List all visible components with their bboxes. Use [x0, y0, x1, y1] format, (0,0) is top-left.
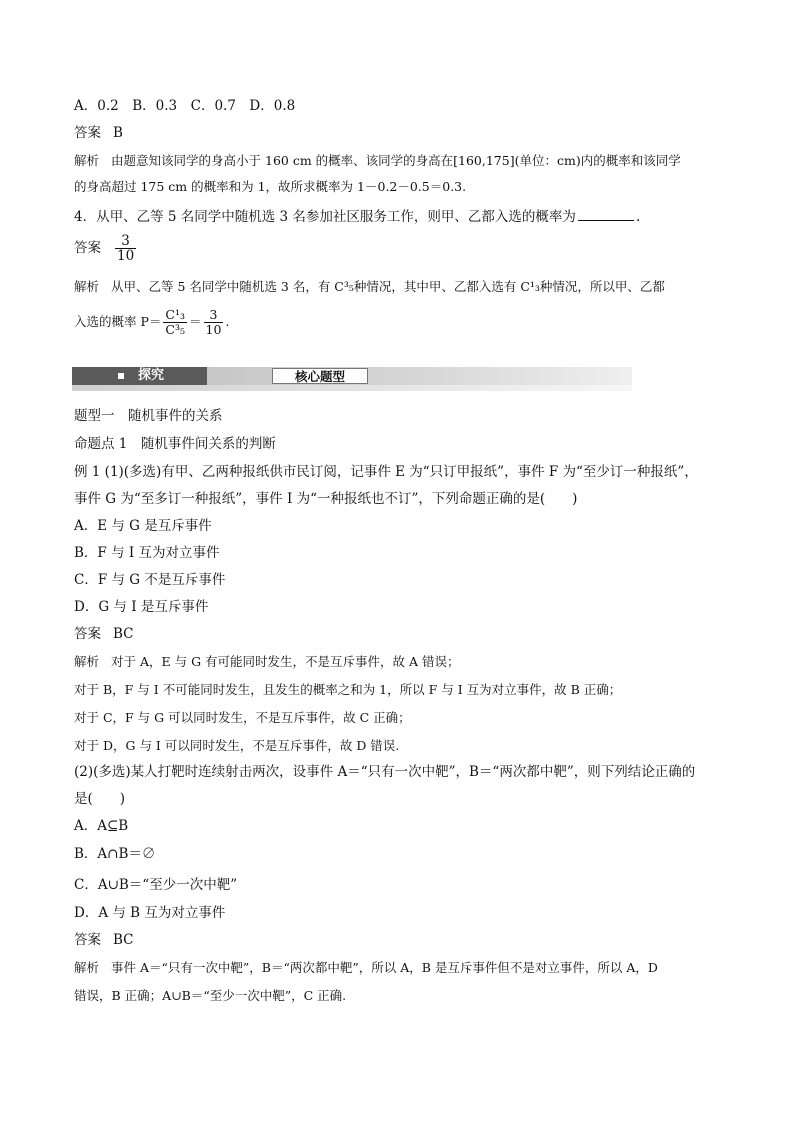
- answer-blank: [578, 206, 634, 221]
- question-text: 4．从甲、乙等 5 名同学中随机选 3 名参加社区服务工作，则甲、乙都入选的概率为: [74, 209, 576, 225]
- example-2-stem-line-1: (2)(多选)某人打靶时连续射击两次，设事件 A＝“只有一次中靶”，B＝“两次都中靶”，则下列结论正确的: [74, 764, 696, 780]
- example-1-analysis-line-2: 对于 B，F 与 I 不可能同时发生，且发生的概率之和为 1，所以 F 与 I 互为对立事件，故 B 正确；: [74, 682, 622, 697]
- fraction-denominator: C³₅: [165, 322, 185, 337]
- end-mark: .: [225, 314, 230, 329]
- analysis-label: 解析: [74, 960, 100, 975]
- bar-shadow: [72, 385, 632, 391]
- combination-fraction: [163, 308, 187, 337]
- example-1-answer: [74, 625, 724, 643]
- example-1-analysis-line-4: 对于 D，G 与 I 可以同时发生，不是互斥事件，故 D 错误.: [74, 738, 400, 753]
- question-4-answer: [74, 234, 724, 263]
- example-2-answer: [74, 931, 724, 949]
- topic-point-title: 命题点 1 随机事件间关系的判断: [74, 436, 276, 452]
- example-2-option-c: C．A∪B＝“至少一次中靶”: [74, 877, 238, 893]
- question-4-stem: [74, 206, 724, 226]
- example-1-option-b: B．F 与 I 互为对立事件: [74, 545, 220, 561]
- example-2-analysis-line-2: 错误，B 正确；A∪B＝“至少一次中靶”，C 正确.: [74, 988, 347, 1003]
- analysis-label: 解析: [74, 153, 100, 168]
- analysis-text: 对于 A，E 与 G 有可能同时发生，不是互斥事件，故 A 错误；: [111, 654, 460, 669]
- example-1-stem-line-2: 事件 G 为“至多订一种报纸”，事件 I 为“一种报纸也不订”，下列命题正确的是( ): [74, 491, 578, 507]
- question-4-analysis-line-2: [74, 308, 724, 337]
- example-2-option-b: B．A∩B＝∅: [74, 846, 156, 862]
- analysis-label: 解析: [74, 654, 100, 669]
- prev-analysis-line-1: [74, 152, 724, 170]
- question-4-analysis-line-1: [74, 278, 724, 296]
- fraction-numerator: C¹₃: [165, 307, 185, 322]
- example-1-option-d: D．G 与 I 是互斥事件: [74, 599, 209, 615]
- example-1-option-c: C．F 与 G 不是互斥事件: [74, 572, 226, 588]
- example-1-stem-line-1: 例 1 (1)(多选)有甲、乙两种报纸供市民订阅，记事件 E 为“只订甲报纸”，事件 F 为“至少订一种报纸”，: [74, 464, 698, 480]
- section-tag-explore: 探究: [138, 368, 165, 383]
- example-1-analysis-line-1: [74, 653, 724, 671]
- section-tag-core-types: 核心题型: [272, 368, 368, 384]
- topic-type-title: 题型一 随机事件的关系: [74, 408, 223, 424]
- question-end-mark: .: [635, 209, 641, 225]
- example-2-option-a: A．A⊆B: [74, 818, 129, 834]
- fraction-denominator: 10: [205, 322, 222, 337]
- fraction-denominator: 10: [117, 248, 135, 264]
- answer-label: 答案: [74, 932, 101, 948]
- result-fraction: [204, 308, 224, 337]
- example-1-analysis-line-3: 对于 C，F 与 G 可以同时发生，不是互斥事件，故 C 正确；: [74, 710, 411, 725]
- analysis-text: 事件 A＝“只有一次中靶”，B＝“两次都中靶”，所以 A，B 是互斥事件但不是对立事件，所以 A，D: [111, 960, 658, 975]
- example-2-stem-line-2: 是( ): [74, 791, 126, 807]
- answer-label: 答案: [74, 240, 101, 256]
- analysis-text: 从甲、乙等 5 名同学中随机选 3 名，有 C³₅种情况，其中甲、乙都入选有 C¹₃种情况，所以甲、乙都: [111, 279, 665, 294]
- example-1-option-a: A．E 与 G 是互斥事件: [74, 518, 212, 534]
- equals-sign: ＝: [188, 314, 202, 329]
- fraction-numerator: 3: [115, 234, 136, 249]
- square-bullet-icon: [118, 373, 124, 379]
- section-header-bar: [72, 367, 632, 385]
- analysis-label: 解析: [74, 279, 100, 294]
- answer-value: B: [113, 125, 123, 141]
- example-2-option-d: D．A 与 B 互为对立事件: [74, 905, 226, 921]
- answer-label: 答案: [74, 125, 101, 141]
- answer-label: 答案: [74, 626, 101, 642]
- answer-value: BC: [113, 626, 134, 642]
- answer-fraction: [115, 234, 136, 263]
- prev-analysis-line-2: 的身高超过 175 cm 的概率和为 1，故所求概率为 1－0.2－0.5＝0.3.: [74, 179, 467, 194]
- prev-options: A．0.2 B．0.3 C．0.7 D．0.8: [74, 98, 296, 114]
- analysis-text: 入选的概率 P＝: [74, 314, 162, 329]
- answer-value: BC: [113, 932, 134, 948]
- prev-answer: [74, 124, 724, 142]
- fraction-numerator: 3: [204, 308, 224, 323]
- analysis-text: 由题意知该同学的身高小于 160 cm 的概率、该同学的身高在[160,175](单位：cm)内的概率和该同学: [111, 153, 681, 168]
- example-2-analysis-line-1: [74, 959, 724, 977]
